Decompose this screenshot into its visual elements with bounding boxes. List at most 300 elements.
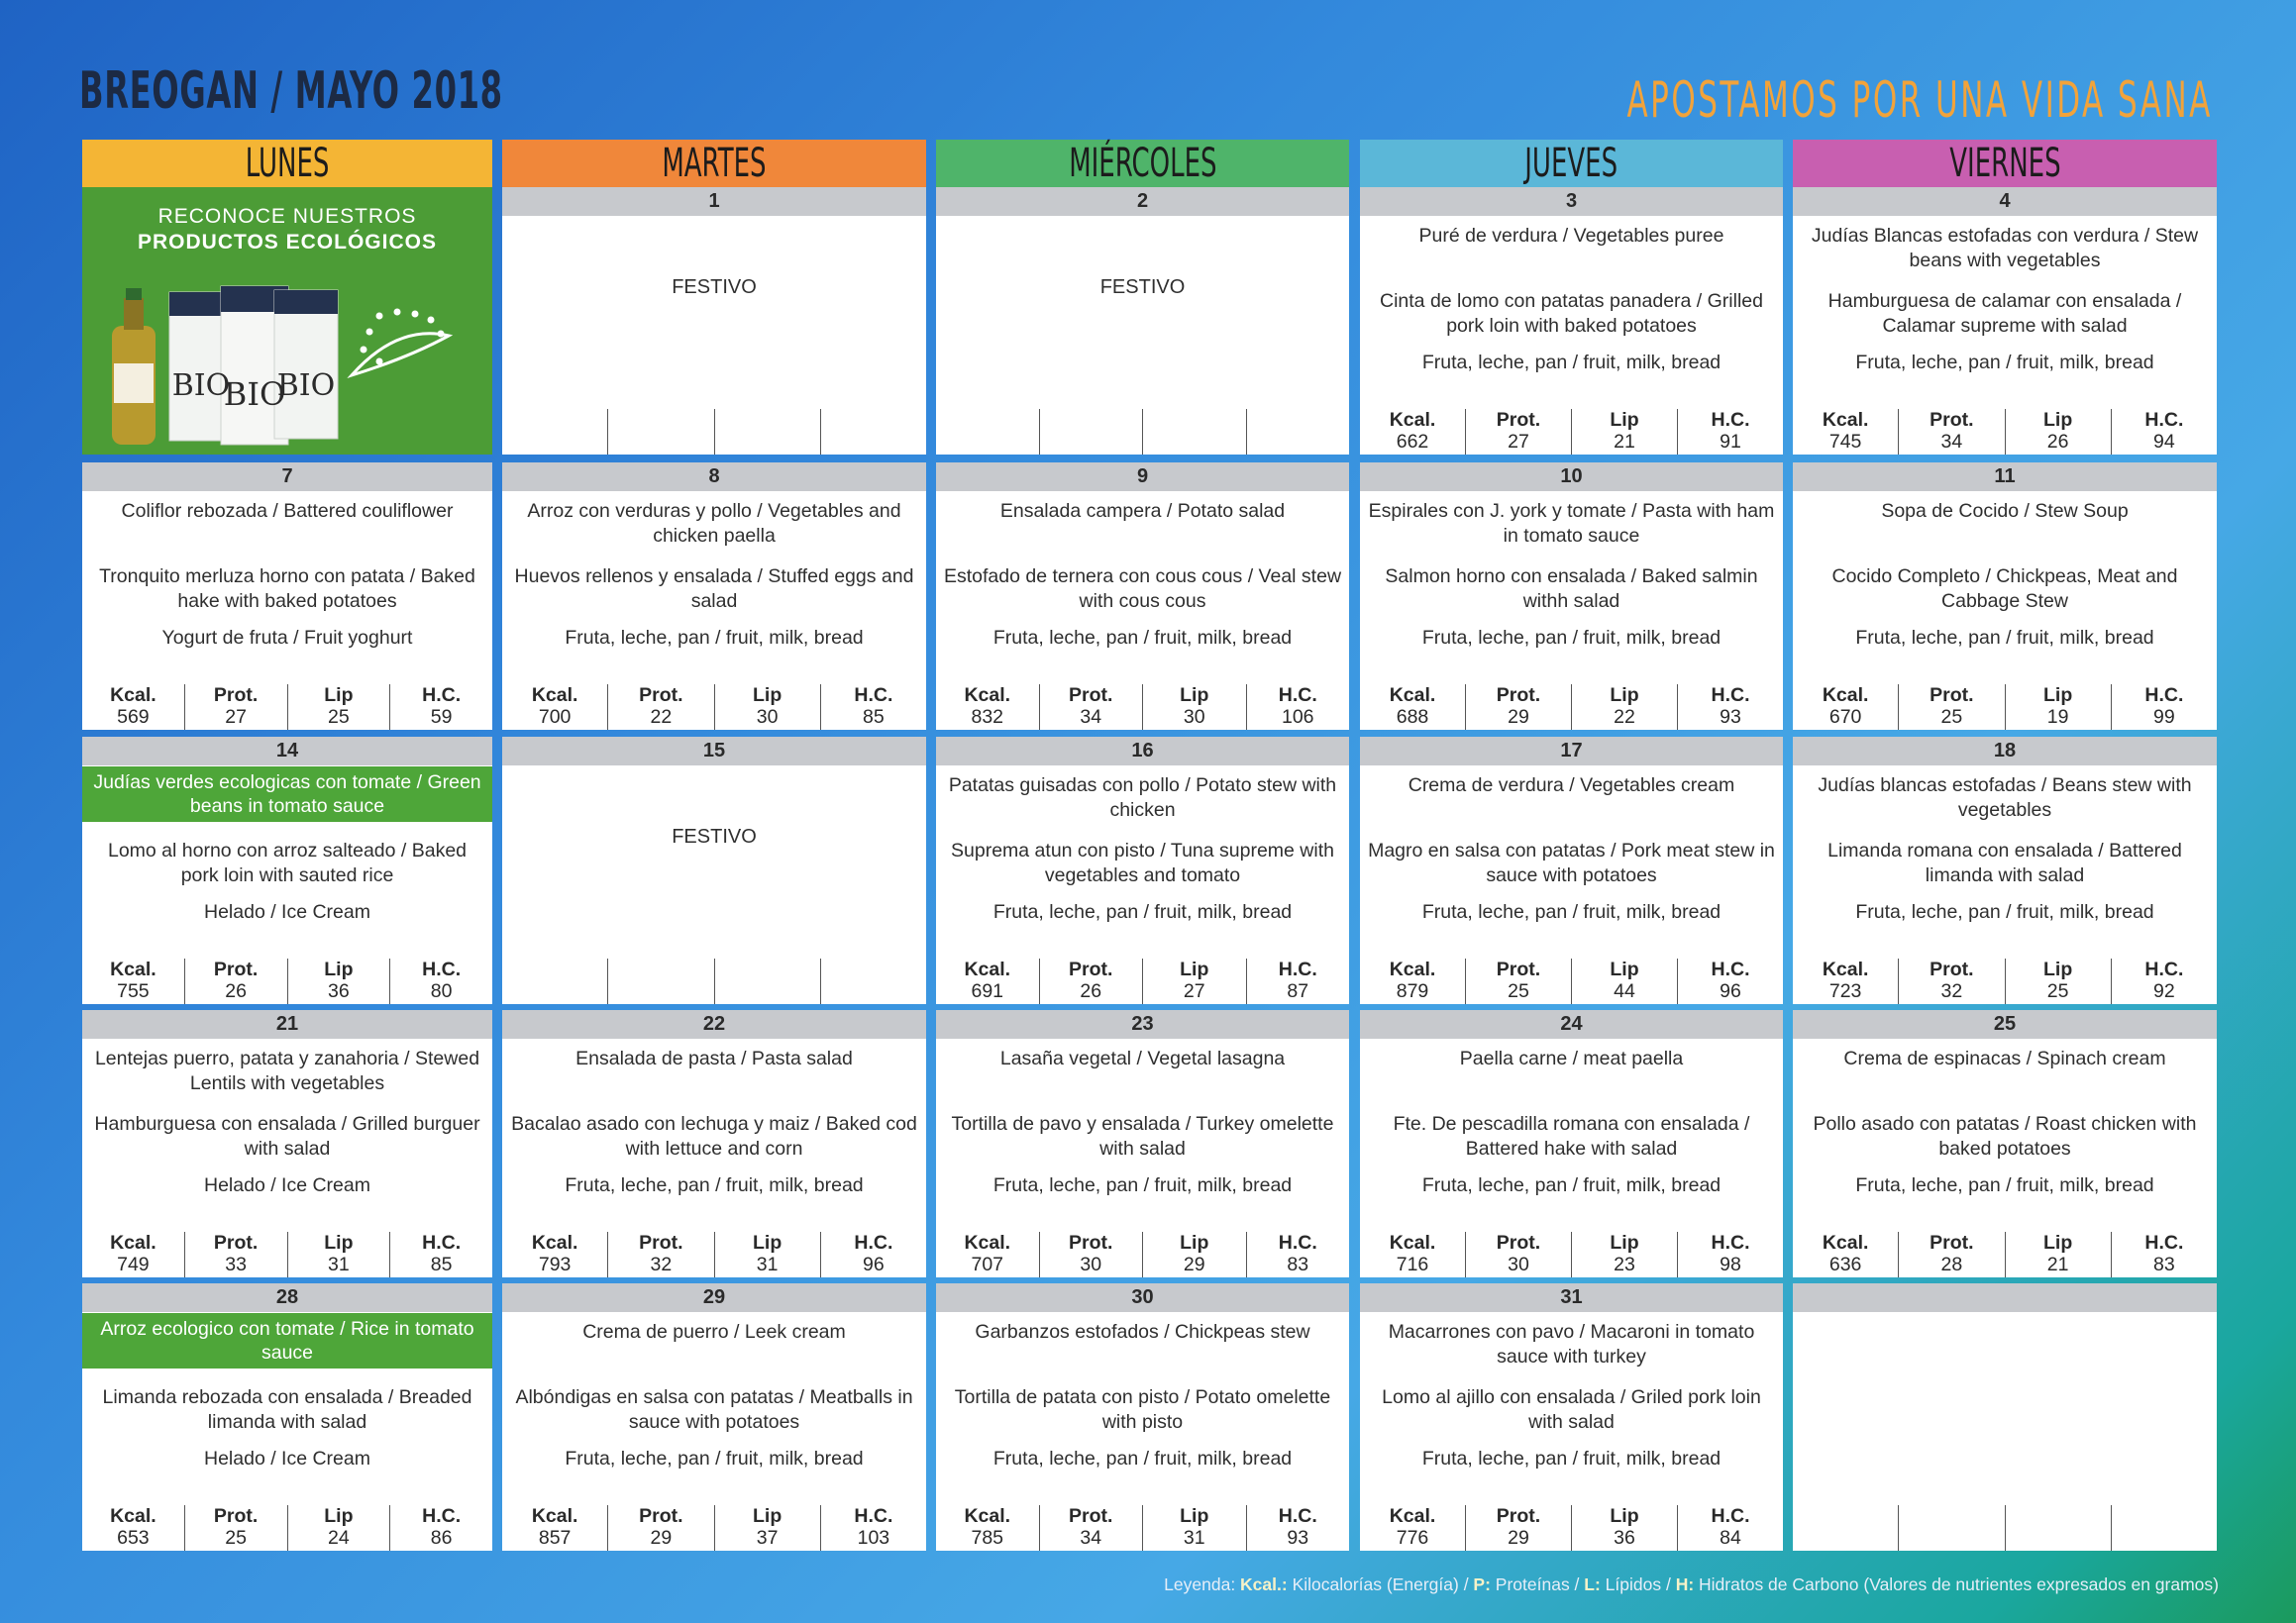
nutrition-label: Lip [1180, 1232, 1209, 1254]
second-course: Pollo asado con patatas / Roast chicken with baked potatoes [1813, 1113, 2197, 1160]
nutrition-kcal [1793, 409, 1898, 455]
menu-cell [1793, 737, 2217, 1004]
nutrition-prot [184, 1232, 287, 1277]
nutrition-label: Lip [1610, 684, 1639, 706]
nutrition-label: H.C. [854, 1232, 893, 1254]
nutrition-label: Lip [324, 684, 354, 706]
nutrition-row [1360, 1232, 1783, 1277]
nutrition-prot [1898, 684, 2004, 730]
menu-cell [1360, 737, 1783, 1004]
nutrition-value: 749 [117, 1254, 150, 1275]
holiday-label: FESTIVO [672, 826, 757, 848]
nutrition-label: Kcal. [1389, 684, 1436, 706]
nutrition-value: 83 [2153, 1254, 2175, 1275]
second-course: Huevos rellenos y ensalada / Stuffed eggs and salad [514, 565, 914, 612]
day-number: 31 [1360, 1283, 1783, 1312]
nutrition-row [502, 409, 926, 455]
nutrition-hc [1677, 1232, 1783, 1277]
nutrition-kcal [502, 684, 607, 730]
nutrition-prot [1898, 959, 2004, 1004]
nutrition-prot [1898, 1232, 2004, 1277]
dessert: Fruta, leche, pan / fruit, milk, bread [1421, 352, 1722, 373]
nutrition-hc [820, 684, 926, 730]
menu-cell [502, 462, 926, 730]
carton-label-2: BIO [223, 375, 286, 413]
day-number: 8 [502, 462, 926, 491]
day-number: 14 [82, 737, 492, 765]
first-course: Garbanzos estofados / Chickpeas stew [975, 1321, 1310, 1343]
nutrition-kcal [1360, 959, 1465, 1004]
nutrition-lip [1571, 959, 1677, 1004]
nutrition-value: 21 [1614, 431, 1635, 453]
day-number: 28 [82, 1283, 492, 1312]
nutrition-value: 86 [430, 1527, 453, 1549]
first-course: Lasaña vegetal / Vegetal lasagna [999, 1048, 1286, 1069]
first-course: Macarrones con pavo / Macaroni in tomato sauce with turkey [1388, 1321, 1755, 1368]
dessert: Fruta, leche, pan / fruit, milk, bread [992, 627, 1293, 649]
nutrition-prot [1039, 684, 1143, 730]
nutrition-label: Lip [2043, 1232, 2073, 1254]
nutrition-label: Lip [1610, 1232, 1639, 1254]
holiday-label: FESTIVO [1099, 276, 1186, 298]
nutrition-kcal [502, 1505, 607, 1551]
nutrition-label: Kcal. [964, 959, 1011, 980]
nutrition-hc [820, 409, 926, 455]
nutrition-kcal [502, 959, 607, 1004]
nutrition-row [1360, 1505, 1783, 1551]
nutrition-value: 22 [650, 706, 673, 728]
menu-cell [82, 737, 492, 1004]
nutrition-label: Lip [1610, 1505, 1639, 1527]
nutrition-value: 99 [2153, 706, 2175, 728]
menu-cell [1793, 462, 2217, 730]
nutrition-label: H.C. [1278, 684, 1317, 706]
dessert: Fruta, leche, pan / fruit, milk, bread [992, 901, 1293, 923]
second-course: Magro en salsa con patatas / Pork meat stew in sauce with potatoes [1368, 840, 1775, 886]
nutrition-label: Kcal. [1822, 684, 1869, 706]
nutrition-row [502, 684, 926, 730]
first-course: Crema de puerro / Leek cream [582, 1321, 846, 1343]
nutrition-label: Prot. [639, 1232, 683, 1254]
dessert: Fruta, leche, pan / fruit, milk, bread [1421, 627, 1722, 649]
day-number: 24 [1360, 1010, 1783, 1039]
nutrition-kcal [1360, 1232, 1465, 1277]
nutrition-hc [1246, 959, 1350, 1004]
nutrition-lip [1571, 684, 1677, 730]
nutrition-label: H.C. [2144, 959, 2184, 980]
nutrition-value: 28 [1940, 1254, 1963, 1275]
second-course: Limanda romana con ensalada / Battered limanda with salad [1827, 840, 2182, 886]
first-course: Arroz con verduras y pollo / Vegetables and chicken paella [527, 500, 901, 547]
nutrition-label: Prot. [639, 684, 683, 706]
nutrition-value: 636 [1828, 1254, 1862, 1275]
dessert: Helado / Ice Cream [204, 1448, 370, 1470]
nutrition-value: 29 [1183, 1254, 1205, 1275]
nutrition-label: Lip [1180, 1505, 1209, 1527]
second-course: Hamburguesa con ensalada / Grilled burguer with salad [94, 1113, 480, 1160]
nutrition-prot [1039, 1232, 1143, 1277]
nutrition-row [1360, 959, 1783, 1004]
nutrition-value: 84 [1720, 1527, 1741, 1549]
nutrition-kcal [502, 409, 607, 455]
nutrition-hc [820, 959, 926, 1004]
nutrition-label: H.C. [1278, 1505, 1317, 1527]
nutrition-row [936, 1232, 1349, 1277]
first-course: Judías blancas estofadas / Beans stew with vegetables [1818, 774, 2192, 821]
nutrition-label: H.C. [422, 684, 462, 706]
nutrition-label: H.C. [1278, 959, 1317, 980]
dessert: Helado / Ice Cream [204, 901, 370, 923]
nutrition-label: Kcal. [1389, 959, 1436, 980]
nutrition-label: Kcal. [110, 1505, 157, 1527]
day-header-1: MARTES [502, 140, 926, 187]
nutrition-value: 745 [1828, 431, 1862, 453]
nutrition-lip [1571, 1232, 1677, 1277]
dessert: Fruta, leche, pan / fruit, milk, bread [992, 1448, 1293, 1470]
nutrition-value: 24 [328, 1527, 350, 1549]
nutrition-kcal [82, 684, 184, 730]
nutrition-lip [287, 1232, 390, 1277]
nutrition-label: Lip [1180, 684, 1209, 706]
day-header-2: MIÉRCOLES [936, 140, 1349, 187]
nutrition-hc [389, 1505, 492, 1551]
nutrition-value: 85 [430, 1254, 453, 1275]
nutrition-value: 707 [971, 1254, 1004, 1275]
nutrition-label: Lip [2043, 684, 2073, 706]
nutrition-hc [1677, 959, 1783, 1004]
day-number: 9 [936, 462, 1349, 491]
nutrition-label: H.C. [422, 1232, 462, 1254]
nutrition-row [502, 1232, 926, 1277]
menu-cell [502, 187, 926, 455]
promo-line-1: RECONOCE NUESTROS [157, 205, 417, 228]
menu-cell [936, 737, 1349, 1004]
nutrition-value: 36 [1614, 1527, 1635, 1549]
nutrition-label: Kcal. [110, 959, 157, 980]
second-course: Lomo al ajillo con ensalada / Griled pork loin with salad [1382, 1386, 1761, 1433]
first-course: Judías verdes ecologicas con tomate / Green beans in tomato sauce [82, 766, 492, 822]
nutrition-label: Kcal. [531, 1232, 578, 1254]
dessert: Helado / Ice Cream [204, 1174, 370, 1196]
nutrition-prot [607, 959, 713, 1004]
day-number: 17 [1360, 737, 1783, 765]
nutrition-label: Prot. [213, 1505, 259, 1527]
nutrition-label: Kcal. [964, 1232, 1011, 1254]
nutrition-value: 44 [1614, 980, 1635, 1002]
dessert: Fruta, leche, pan / fruit, milk, bread [1855, 901, 2154, 923]
nutrition-kcal [82, 1232, 184, 1277]
nutrition-value: 37 [756, 1527, 779, 1549]
nutrition-hc [820, 1505, 926, 1551]
nutrition-label: Prot. [1069, 684, 1113, 706]
nutrition-value: 25 [328, 706, 350, 728]
menu-cell [936, 1283, 1349, 1551]
nutrition-label: H.C. [2144, 684, 2184, 706]
first-course: Espirales con J. york y tomate / Pasta with ham in tomato sauce [1368, 500, 1775, 547]
nutrition-label: H.C. [1711, 959, 1750, 980]
nutrition-label: Prot. [639, 1505, 683, 1527]
slogan: APOSTAMOS POR UNA VIDA SANA [1626, 71, 2213, 129]
menu-cell [502, 1010, 926, 1277]
nutrition-value: 92 [2153, 980, 2175, 1002]
menu-cell [936, 1010, 1349, 1277]
nutrition-value: 29 [1508, 706, 1529, 728]
nutrition-kcal [1793, 959, 1898, 1004]
dessert: Fruta, leche, pan / fruit, milk, bread [565, 1448, 864, 1470]
nutrition-value: 30 [756, 706, 779, 728]
nutrition-value: 716 [1396, 1254, 1429, 1275]
nutrition-prot [184, 684, 287, 730]
nutrition-lip [714, 1505, 820, 1551]
nutrition-label: Prot. [1496, 1232, 1541, 1254]
nutrition-prot [607, 1505, 713, 1551]
nutrition-value: 103 [857, 1527, 890, 1549]
nutrition-value: 31 [1183, 1527, 1205, 1549]
day-header-4: VIERNES [1793, 140, 2217, 187]
nutrition-value: 34 [1940, 431, 1963, 453]
nutrition-value: 32 [1940, 980, 1963, 1002]
nutrition-value: 32 [650, 1254, 673, 1275]
nutrition-label: Kcal. [531, 1505, 578, 1527]
nutrition-hc [1677, 409, 1783, 455]
nutrition-label: Kcal. [1389, 1232, 1436, 1254]
nutrition-row [82, 1505, 492, 1551]
nutrition-label: Kcal. [1822, 409, 1869, 431]
nutrition-value: 30 [1508, 1254, 1529, 1275]
nutrition-row [1793, 959, 2217, 1004]
nutrition-value: 93 [1287, 1527, 1309, 1549]
menu-cell [1360, 462, 1783, 730]
nutrition-kcal [936, 959, 1039, 1004]
nutrition-kcal [1360, 684, 1465, 730]
nutrition-row [1793, 1232, 2217, 1277]
nutrition-label: Prot. [213, 1232, 259, 1254]
nutrition-value: 23 [1614, 1254, 1635, 1275]
nutrition-kcal [936, 1232, 1039, 1277]
second-course: Estofado de ternera con cous cous / Veal stew with cous cous [943, 565, 1342, 612]
nutrition-hc [2111, 1505, 2217, 1551]
nutrition-value: 688 [1396, 706, 1429, 728]
second-course: Cinta de lomo con patatas panadera / Grilled pork loin with baked potatoes [1380, 290, 1763, 337]
second-course: Salmon horno con ensalada / Baked salmin withh salad [1385, 565, 1758, 612]
nutrition-label: H.C. [1711, 1232, 1750, 1254]
nutrition-lip [1142, 1232, 1246, 1277]
second-course: Hamburguesa de calamar con ensalada / Calamar supreme with salad [1827, 290, 2182, 337]
first-course: Patatas guisadas con pollo / Potato stew with chicken [948, 774, 1337, 821]
nutrition-lip [2005, 1505, 2111, 1551]
dessert: Fruta, leche, pan / fruit, milk, bread [1421, 901, 1722, 923]
first-course: Lentejas puerro, patata y zanahoria / Stewed Lentils with vegetables [94, 1048, 480, 1094]
dessert: Yogurt de fruta / Fruit yoghurt [161, 627, 413, 649]
nutrition-prot [1039, 409, 1143, 455]
nutrition-row [1793, 409, 2217, 455]
nutrition-lip [287, 1505, 390, 1551]
dessert: Fruta, leche, pan / fruit, milk, bread [1855, 1174, 2154, 1196]
nutrition-kcal [936, 409, 1039, 455]
nutrition-value: 93 [1720, 706, 1741, 728]
day-number: 18 [1793, 737, 2217, 765]
page-title: BREOGAN / MAYO 2018 [79, 61, 503, 121]
nutrition-label: H.C. [2144, 409, 2184, 431]
nutrition-prot [1465, 959, 1571, 1004]
nutrition-label: H.C. [1711, 409, 1750, 431]
nutrition-value: 31 [328, 1254, 350, 1275]
nutrition-row [1360, 684, 1783, 730]
nutrition-value: 96 [1720, 980, 1741, 1002]
nutrition-value: 19 [2046, 706, 2069, 728]
nutrition-row [936, 1505, 1349, 1551]
nutrition-row [936, 684, 1349, 730]
dessert: Fruta, leche, pan / fruit, milk, bread [992, 1174, 1293, 1196]
nutrition-prot [1898, 1505, 2004, 1551]
nutrition-hc [2111, 959, 2217, 1004]
nutrition-kcal [1793, 1232, 1898, 1277]
nutrition-kcal [936, 1505, 1039, 1551]
nutrition-hc [1677, 684, 1783, 730]
nutrition-value: 96 [863, 1254, 885, 1275]
nutrition-label: Prot. [1496, 409, 1541, 431]
nutrition-label: Lip [2043, 409, 2073, 431]
nutrition-kcal [82, 1505, 184, 1551]
nutrition-lip [714, 959, 820, 1004]
menu-cell [502, 737, 926, 1004]
nutrition-label: Lip [324, 1505, 354, 1527]
nutrition-label: H.C. [422, 1505, 462, 1527]
nutrition-value: 59 [430, 706, 453, 728]
second-course: Suprema atun con pisto / Tuna supreme with vegetables and tomato [951, 840, 1334, 886]
day-number: 1 [502, 187, 926, 216]
nutrition-label: Kcal. [964, 1505, 1011, 1527]
nutrition-kcal [502, 1232, 607, 1277]
menu-cell [82, 462, 492, 730]
day-number: 4 [1793, 187, 2217, 216]
nutrition-value: 30 [1183, 706, 1205, 728]
nutrition-value: 857 [538, 1527, 572, 1549]
nutrition-value: 662 [1396, 431, 1429, 453]
nutrition-label: Kcal. [1389, 1505, 1436, 1527]
nutrition-label: Prot. [1930, 684, 1974, 706]
second-course: Lomo al horno con arroz salteado / Baked pork loin with sauted rice [107, 840, 468, 886]
nutrition-prot [1898, 409, 2004, 455]
nutrition-hc [389, 684, 492, 730]
menu-cell [1360, 1283, 1783, 1551]
first-course: Ensalada campera / Potato salad [999, 500, 1286, 522]
nutrition-value: 25 [1508, 980, 1529, 1002]
second-course: Albóndigas en salsa con patatas / Meatballs in sauce with potatoes [515, 1386, 913, 1433]
nutrition-value: 27 [225, 706, 247, 728]
nutrition-value: 29 [1508, 1527, 1529, 1549]
nutrition-lip [1571, 1505, 1677, 1551]
nutrition-value: 98 [1720, 1254, 1741, 1275]
nutrition-prot [1465, 684, 1571, 730]
nutrition-label: Kcal. [1822, 1232, 1869, 1254]
nutrition-value: 25 [1940, 706, 1963, 728]
menu-cell [82, 1010, 492, 1277]
nutrition-value: 793 [538, 1254, 572, 1275]
nutrition-row [936, 959, 1349, 1004]
holiday-label: FESTIVO [672, 276, 757, 298]
second-course: Tortilla de pavo y ensalada / Turkey omelette with salad [951, 1113, 1334, 1160]
nutrition-row [1360, 409, 1783, 455]
nutrition-kcal [1360, 1505, 1465, 1551]
day-number: 29 [502, 1283, 926, 1312]
nutrition-label: Prot. [1496, 959, 1541, 980]
eu-organic-leaf-icon [352, 309, 449, 376]
day-number: 10 [1360, 462, 1783, 491]
day-number: 21 [82, 1010, 492, 1039]
nutrition-label: H.C. [854, 1505, 893, 1527]
promo-line-2: PRODUCTOS ECOLÓGICOS [138, 231, 437, 254]
nutrition-value: 21 [2046, 1254, 2069, 1275]
nutrition-kcal [1793, 1505, 1898, 1551]
nutrition-label: Lip [324, 959, 354, 980]
menu-cell [502, 1283, 926, 1551]
nutrition-label: Kcal. [110, 1232, 157, 1254]
second-course: Limanda rebozada con ensalada / Breaded limanda with salad [102, 1386, 472, 1433]
second-course: Fte. De pescadilla romana con ensalada / Battered hake with salad [1393, 1113, 1750, 1160]
nutrition-label: Kcal. [110, 684, 157, 706]
first-course: Paella carne / meat paella [1459, 1048, 1684, 1069]
nutrition-label: H.C. [422, 959, 462, 980]
nutrition-lip [287, 959, 390, 1004]
nutrition-prot [1039, 959, 1143, 1004]
nutrition-value: 27 [1183, 980, 1205, 1002]
nutrition-prot [1465, 1505, 1571, 1551]
dessert: Fruta, leche, pan / fruit, milk, bread [1421, 1448, 1722, 1470]
nutrition-lip [2005, 1232, 2111, 1277]
nutrition-value: 700 [538, 706, 572, 728]
nutrition-value: 36 [328, 980, 350, 1002]
nutrition-value: 30 [1080, 1254, 1102, 1275]
nutrition-label: H.C. [1711, 684, 1750, 706]
day-header-3: JUEVES [1360, 140, 1783, 187]
nutrition-label: Prot. [1930, 1232, 1974, 1254]
carton-label-3: BIO [276, 368, 336, 403]
menu-cell [936, 462, 1349, 730]
nutrition-lip [1142, 684, 1246, 730]
nutrition-hc [389, 1232, 492, 1277]
day-number: 16 [936, 737, 1349, 765]
menu-cell [1793, 1283, 2217, 1551]
nutrition-hc [389, 959, 492, 1004]
nutrition-label: H.C. [1278, 1232, 1317, 1254]
day-number [1793, 1283, 2217, 1312]
nutrition-lip [1142, 409, 1246, 455]
nutrition-value: 653 [117, 1527, 150, 1549]
nutrition-lip [2005, 409, 2111, 455]
nutrition-label: Prot. [1069, 1505, 1113, 1527]
nutrition-label: Lip [2043, 959, 2073, 980]
dessert: Fruta, leche, pan / fruit, milk, bread [1421, 1174, 1722, 1196]
nutrition-lip [2005, 959, 2111, 1004]
nutrition-value: 34 [1080, 1527, 1102, 1549]
nutrition-value: 31 [756, 1254, 779, 1275]
nutrition-label: Lip [1610, 959, 1639, 980]
nutrition-prot [184, 1505, 287, 1551]
nutrition-value: 785 [971, 1527, 1004, 1549]
nutrition-label: Lip [753, 684, 783, 706]
nutrition-label: Prot. [1930, 409, 1974, 431]
nutrition-kcal [1793, 684, 1898, 730]
nutrition-lip [714, 684, 820, 730]
nutrition-hc [2111, 1232, 2217, 1277]
nutrition-value: 94 [2153, 431, 2175, 453]
nutrition-hc [1246, 1505, 1350, 1551]
nutrition-lip [1142, 959, 1246, 1004]
nutrition-value: 26 [225, 980, 247, 1002]
nutrition-hc [1246, 409, 1350, 455]
nutrition-prot [607, 684, 713, 730]
